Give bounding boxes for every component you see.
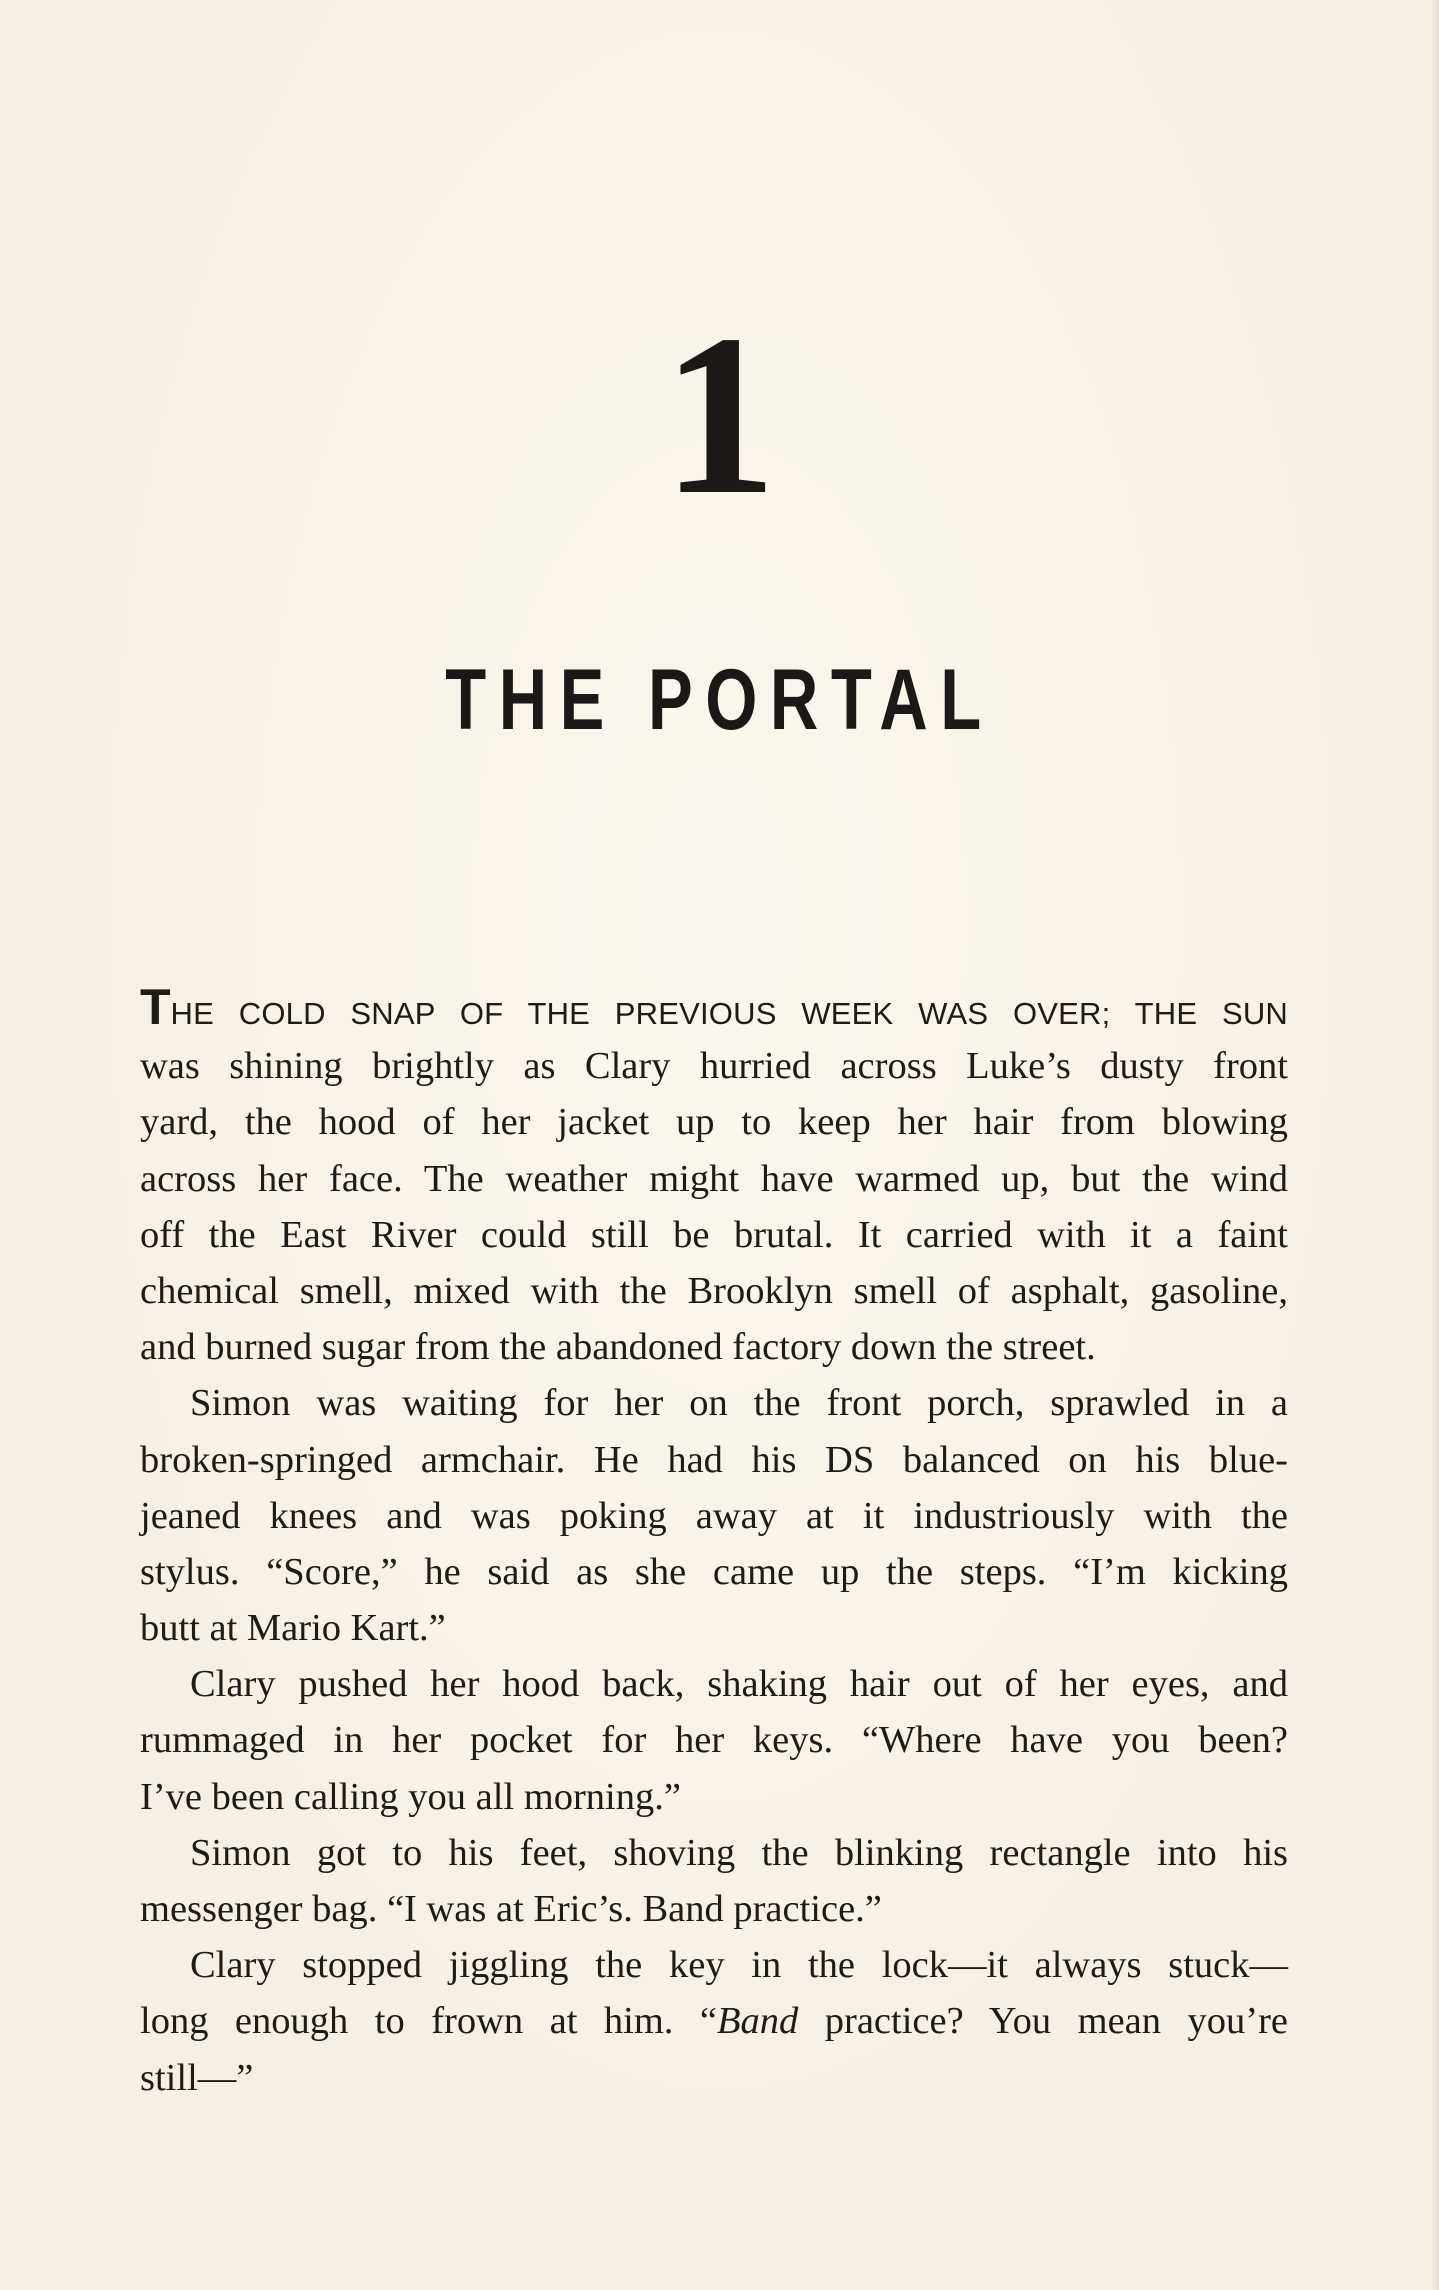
opening-small-caps: HE COLD SNAP OF THE PREVIOUS WEEK WAS OVER; THE SUN	[170, 996, 1288, 1031]
chapter-body	[140, 979, 1288, 2106]
text-line: Clary pushed her hood back, shaking hair out of her eyes, and	[190, 1663, 1288, 1706]
text-line: Clary stopped jiggling the key in the lock—it always stuck—	[190, 1944, 1288, 1987]
text-line	[140, 1993, 1288, 2049]
text-line: jeaned knees and was poking away at it industriously with the	[140, 1494, 1288, 1537]
text-line: I’ve been calling you all morning.”	[140, 1775, 681, 1818]
text-line: butt at Mario Kart.”	[140, 1607, 446, 1650]
text-line: Simon got to his feet, shoving the blinking rectangle into his	[190, 1831, 1288, 1874]
text-line: stylus. “Score,” he said as she came up the steps. “I’m kicking	[140, 1550, 1288, 1593]
text-segment: practice? You mean you’re	[798, 2000, 1288, 2043]
text-line: and burned sugar from the abandoned factory down the street.	[140, 1326, 1096, 1369]
text-line: chemical smell, mixed with the Brooklyn smell of asphalt, gasoline,	[140, 1269, 1288, 1312]
opening-line	[140, 979, 1288, 1038]
text-line: across her face. The weather might have warmed up, but the wind	[140, 1157, 1288, 1200]
text-line: yard, the hood of her jacket up to keep her hair from blowing	[140, 1101, 1288, 1144]
text-segment: long enough to frown at him. “	[140, 2000, 717, 2043]
chapter-number: 1	[662, 287, 777, 542]
text-line: off the East River could still be brutal. It carried with it a faint	[140, 1213, 1288, 1256]
text-line: rummaged in her pocket for her keys. “Where have you been?	[140, 1719, 1288, 1762]
chapter-title: THE PORTAL	[445, 652, 994, 748]
text-line: Simon was waiting for her on the front porch, sprawled in a	[190, 1382, 1288, 1425]
text-line: was shining brightly as Clary hurried across Luke’s dusty front	[140, 1045, 1288, 1088]
page-edge-shadow	[1431, 0, 1439, 2290]
text-line: messenger bag. “I was at Eric’s. Band practice.”	[140, 1888, 882, 1930]
drop-cap: T	[140, 979, 171, 1035]
italic-word: Band	[716, 2000, 799, 2043]
text-line: broken-springed armchair. He had his DS balanced on his blue-	[140, 1438, 1288, 1481]
text-line: still—”	[140, 2056, 254, 2099]
